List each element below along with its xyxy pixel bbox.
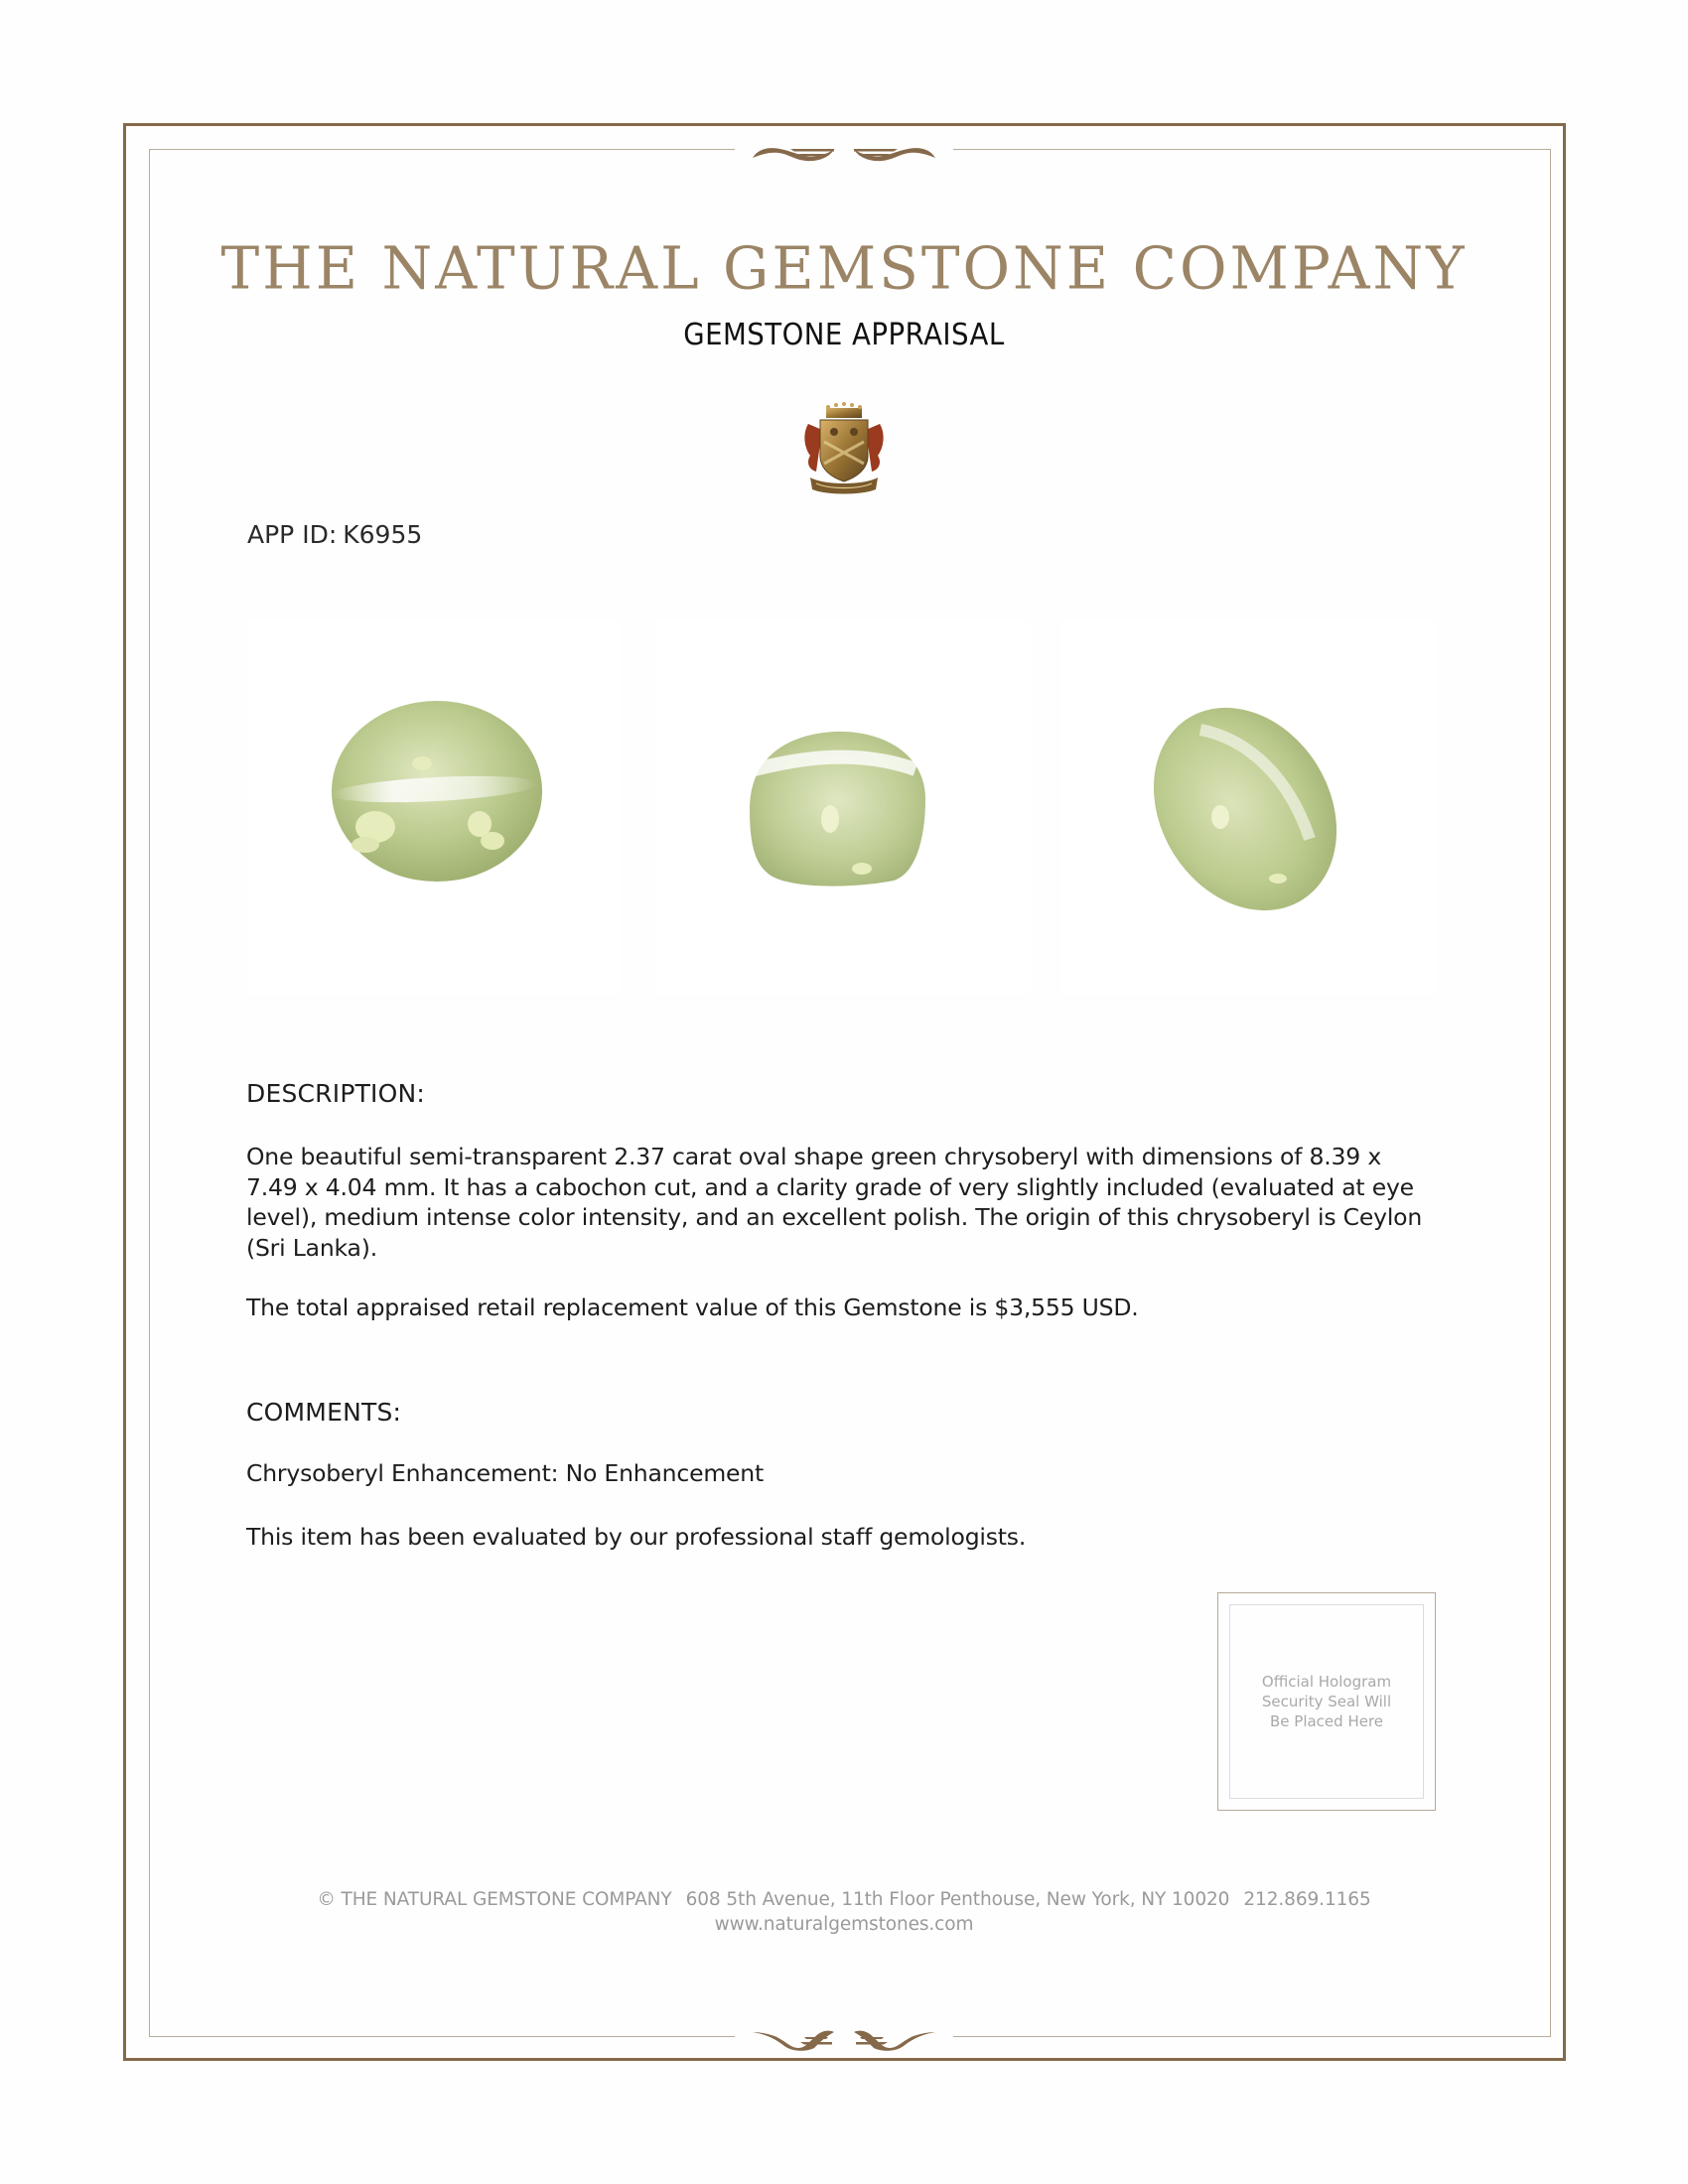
hologram-seal-placeholder [1217,1592,1436,1811]
document-title: GEMSTONE APPRAISAL [683,318,1005,352]
enhancement-comment: Chrysoberyl Enhancement: No Enhancement [246,1459,764,1487]
app-id-value: K6955 [343,520,423,549]
hologram-line-3: Be Placed Here [1269,1712,1384,1730]
gem-image-side [655,620,1030,995]
footer-contact [0,1889,1688,1910]
footer-address: 608 5th Avenue, 11th Floor Penthouse, New York, NY 10020 [685,1889,1230,1910]
hologram-line-2: Security Seal Will [1261,1693,1392,1710]
company-name: THE NATURAL GEMSTONE COMPANY [220,233,1468,303]
app-id [247,520,422,549]
heraldic-crest-icon [800,400,888,495]
description-heading: DESCRIPTION: [246,1079,426,1108]
evaluation-note: This item has been evaluated by our professional staff gemologists. [246,1523,1027,1551]
hologram-line-1: Official Hologram [1261,1673,1392,1691]
bottom-scroll-ornament-icon [735,2017,953,2057]
app-id-label: APP ID: [247,520,338,549]
gem-photo-side [655,620,1030,995]
gem-photo-angled [1061,620,1436,995]
gem-image-front [246,620,621,995]
gem-image-angled [1061,620,1436,995]
top-scroll-ornament-icon [735,131,953,171]
footer-copyright: © THE NATURAL GEMSTONE COMPANY [317,1889,672,1910]
description-body: One beautiful semi-transparent 2.37 carat oval shape green chrysoberyl with dimensions of 8.39 x 7.49 x 4.04 mm. It has a cabochon cut, and a clarity grade of very slightly included (evaluated at eye level), medium intense color intensity, and an excellent polish. The origin of this chrysoberyl is Ceylon (Sri Lanka). [246,1143,1423,1262]
hologram-seal-text [1229,1604,1424,1799]
comments-heading: COMMENTS: [246,1398,402,1427]
gem-photo-front [246,620,621,995]
appraised-value-statement: The total appraised retail replacement value of this Gemstone is $3,555 USD. [246,1294,1139,1321]
footer-phone: 212.869.1165 [1243,1889,1371,1910]
footer-website-link[interactable]: www.naturalgemstones.com [714,1914,974,1935]
